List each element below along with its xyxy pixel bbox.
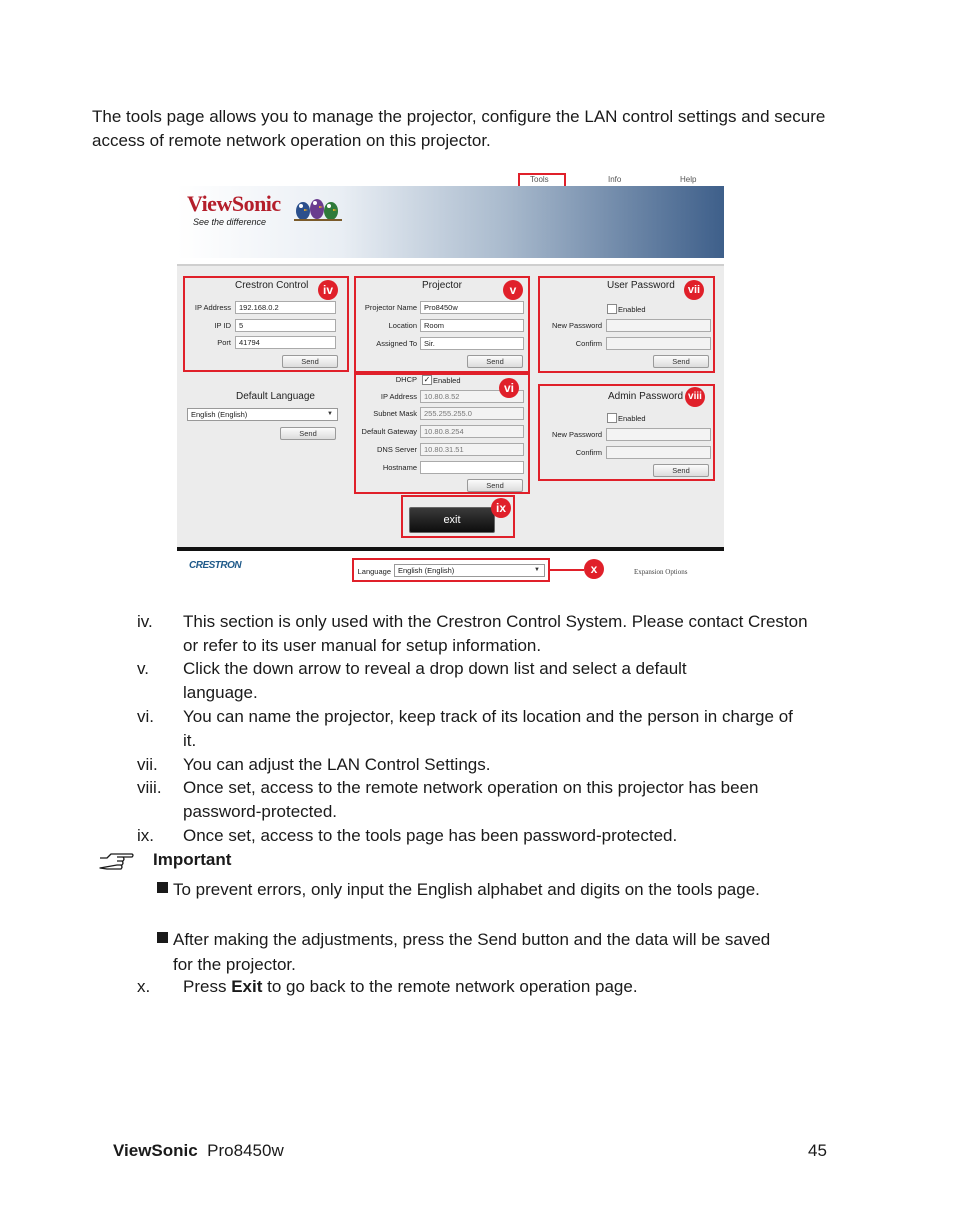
crestron-port-label: Port [217,338,231,347]
crestron-control-title: Crestron Control [235,280,309,291]
item-num-iv: iv. [137,612,153,631]
user-password-enabled-label: Enabled [618,305,646,314]
badge-iv: iv [318,280,338,300]
language-label: Language [357,567,391,576]
page-number: 45 [808,1141,827,1160]
location-label: Location [388,321,417,330]
language-send-button[interactable]: Send [280,427,336,440]
admin-new-password-label: New Password [551,430,602,439]
crestron-ipid-input[interactable]: 5 [235,319,336,332]
crestron-ip-input[interactable]: 192.168.0.2 [235,301,336,314]
footer-brand: ViewSonic [113,1141,198,1160]
item-text-vii: You can adjust the LAN Control Settings. [183,755,491,774]
item-x-pre: Press [183,977,232,996]
default-language-select[interactable] [187,408,338,421]
crestron-ip-label: IP Address [194,303,231,312]
location-input[interactable]: Room [420,319,524,332]
badge-ix: ix [491,498,511,518]
badge-vi: vi [499,378,519,398]
item-text-vi: You can name the projector, keep track of its location and the person in charge of it. [183,707,793,750]
annotation-box-x [352,558,550,582]
item-num-ix: ix. [137,826,154,845]
language-value: English (English) [398,566,455,575]
pointing-hand-icon [97,850,135,874]
subnet-mask-label: Subnet Mask [373,409,417,418]
crestron-ipid-label: IP ID [214,321,231,330]
default-language-title: Default Language [236,391,315,402]
item-text-viii: Once set, access to the remote network operation on this projector has been password-protected. [183,778,759,821]
user-password-title: User Password [607,280,675,291]
chevron-down-icon[interactable]: ▼ [534,567,540,573]
tab-tools[interactable]: Tools [530,175,549,184]
badge-x: x [584,559,604,579]
default-gateway-input[interactable]: 10.80.8.254 [420,425,524,438]
assigned-to-label: Assigned To [376,339,417,348]
annotation-connector-x [550,569,584,571]
item-num-v: v. [137,659,149,678]
item-text-iv: This section is only used with the Crestron Control System. Please contact Creston or refer to its user manual for setup information. [183,612,808,655]
item-num-vii: vii. [137,755,158,774]
crestron-send-button[interactable]: Send [282,355,338,368]
exit-button[interactable]: exit [409,507,495,533]
ip-address-input[interactable]: 10.80.8.52 [420,390,524,403]
item-num-viii: viii. [137,778,162,797]
badge-vii: vii [684,280,704,300]
item-x-post: to go back to the remote network operation page. [262,977,638,996]
dhcp-label: DHCP [395,375,417,384]
assigned-to-input[interactable]: Sir. [420,337,524,350]
dns-server-label: DNS Server [376,445,417,454]
ip-address-label: IP Address [380,392,417,401]
badge-v: v [503,280,523,300]
user-new-password-label: New Password [551,321,602,330]
admin-confirm-label: Confirm [575,448,602,457]
item-num-x: x. [137,977,151,996]
important-bullet-1: To prevent errors, only input the English alphabet and digits on the tools page. [173,880,760,899]
bullet-square [157,882,168,893]
footer-model-name: Pro8450w [207,1141,284,1160]
item-x-exit-bold: Exit [231,977,263,996]
projector-name-input[interactable]: Pro8450w [420,301,524,314]
admin-password-title: Admin Password [608,391,684,402]
badge-viii: viii [685,387,705,407]
item-text-ix: Once set, access to the tools page has been password-protected. [183,826,678,845]
admin-password-send-button[interactable]: Send [653,464,709,477]
user-confirm-label: Confirm [575,339,602,348]
tools-page-screenshot [177,172,724,588]
tab-info[interactable]: Info [608,175,622,184]
default-language-value: English (English) [191,410,248,419]
item-text-v: Click the down arrow to reveal a drop down list and select a default language. [183,659,687,702]
chevron-down-icon[interactable]: ▼ [327,411,333,417]
network-send-button[interactable]: Send [467,479,523,492]
important-bullet-2: After making the adjustments, press the Send button and the data will be saved for the projector. [173,930,771,974]
footer-divider [177,547,724,551]
projector-send-button[interactable]: Send [467,355,523,368]
crestron-logo: CRESTRON [189,560,242,571]
projector-title: Projector [422,280,463,291]
projector-name-label: Projector Name [364,303,417,312]
admin-password-enabled-label: Enabled [618,414,646,423]
viewsonic-logo: ViewSonic [187,191,281,216]
dns-server-input[interactable]: 10.80.31.51 [420,443,524,456]
subnet-mask-input[interactable]: 255.255.255.0 [420,407,524,420]
hostname-label: Hostname [382,463,417,472]
important-title: Important [153,850,232,869]
dhcp-enabled-label: Enabled [433,376,461,385]
expansion-options-link[interactable]: Expansion Options [634,568,688,576]
footer-model [113,1141,284,1161]
top-nav-bar [177,172,724,187]
item-text-x [183,975,823,999]
intro-paragraph: The tools page allows you to manage the projector, configure the LAN control settings and secure access of remote network operation on this projector. [92,107,826,150]
dhcp-checkbox[interactable]: ✓ [423,375,431,384]
user-password-send-button[interactable]: Send [653,355,709,368]
item-num-vi: vi. [137,707,154,726]
tagline: See the difference [193,217,267,227]
tab-help[interactable]: Help [680,175,697,184]
default-gateway-label: Default Gateway [361,427,417,436]
bullet-square [157,932,168,943]
birds-logo-icon [294,192,342,222]
crestron-port-input[interactable]: 41794 [235,336,336,349]
